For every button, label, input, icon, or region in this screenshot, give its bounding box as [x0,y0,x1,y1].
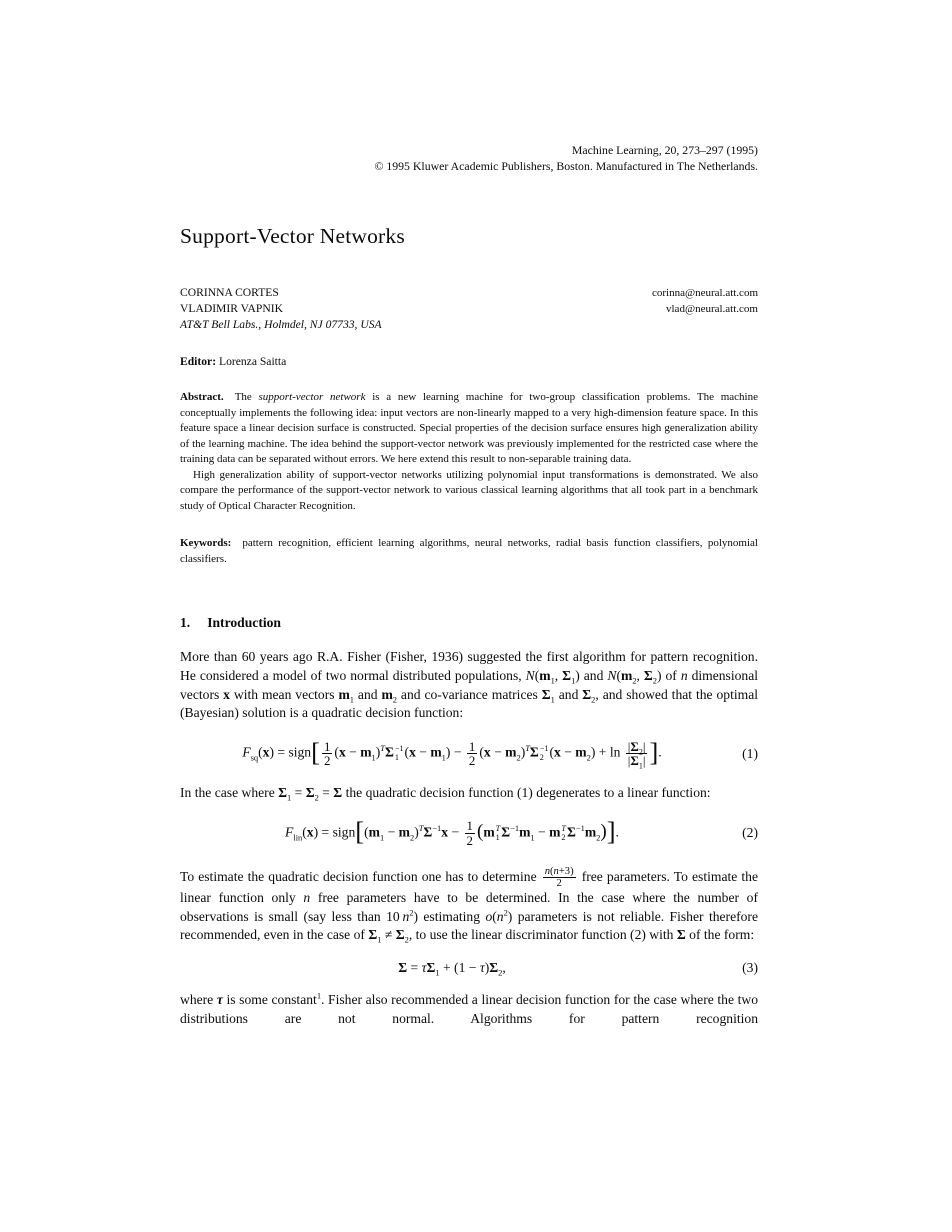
editor-label: Editor: [180,355,217,369]
page-content [180,143,758,1029]
equation-3-body: $\Sigma = \tau\Sigma_1 + (1 - \tau)\Sigma_2$, [398,960,506,978]
keywords-line: Keywords: pattern recognition, efficient learning algorithms, neural networks, radial basis function classifiers, polynomial classifiers. [180,537,758,565]
copyright-line: © 1995 Kluwer Academic Publishers, Boston. Manufactured in The Netherlands. [374,158,758,173]
authors-block [180,285,758,332]
section-number: 1. [180,615,191,631]
affiliation: AT&T Bell Labs., Holmdel, NJ 07733, USA [180,317,382,331]
section-heading-introduction [180,615,758,631]
abstract-block [180,390,758,514]
intro-paragraph-2: In the case where $\Sigma_1 = \Sigma_2 = \Sigma$ the quadratic decision function (1) degenerates to a linear function: [180,785,711,803]
journal-header [180,143,758,174]
author-row [180,301,758,317]
author-email: vlad@neural.att.com [666,303,758,316]
equation-1-number: (1) [742,745,758,761]
intro-paragraph-3: To estimate the quadratic decision function one has to determine $\frac{n(n+3)}{2}$ free parameters. To estimate the linear function only n free parameters have to be determined. In the case where the number of observations is small (say less than 10 $n^2$) estimating $o(n^2)$ parameters is not reliable. Fisher therefore recommended, even in the case of $\Sigma_1 \ne \Sigma_2$, to use the linear discriminator function (2) with Σ of the form: [180,865,758,946]
author-name: CORINNA CORTES [180,286,279,300]
journal-citation: Machine Learning, 20, 273–297 (1995) [571,143,758,157]
equation-1 [180,738,758,769]
equation-2-body: $F_{lin}(x)$ = $sign[(m_1 - m_2)^T\Sigma^{-1}x$ − $\frac{1}{2}$ (m T 1 $\Sigma^{-1}m_1 - m$ T 2 $\Sigma^{-1}m_2$)]. [285,816,619,848]
abstract-paragraph-2: High generalization ability of support-vector networks utilizing polynomial input transformations is demonstrated. We also compare the performance of the support-vector network to various classical learning algorithms that all took part in a benchmark study of Optical Character Recognition. [180,468,758,512]
author-row [180,285,758,301]
paper-title: Support-Vector Networks [180,224,405,249]
equation-2-number: (2) [742,825,758,841]
editor-name: Lorenza Saitta [218,355,287,369]
equation-3-number: (3) [742,960,758,976]
author-name: VLADIMIR VAPNIK [180,302,283,316]
editor-line [180,355,758,368]
section-title: Introduction [207,615,281,631]
equation-3 [180,960,758,976]
equation-2 [180,818,758,849]
equation-1-body: $F_{sq}(x)$ = sign[ $\frac{1}{2}$ $(x - m_1)^T\Sigma$ −1 1 $(x - m_1)$ − $\frac{1}{2}$ $(x - m_2)^T\Sigma$ −1 2 $(x - m_2) + \ln$ $\frac{|\Sigma_2|}{|\Sigma_1|}$ ]. [242,736,662,771]
abstract-paragraph-1: Abstract. The support-vector network is a new learning machine for two-group classification problems. The machine conceptually implements the following idea: input vectors are non-linearly mapped to a very high-dimension feature space. In this feature space a linear decision surface is constructed. Special properties of the decision surface ensures high generalization ability of the learning machine. The idea behind the support-vector network was previously implemented for the restricted case where the training data can be separated without errors. We here extend this result to non-separable training data. [180,391,758,466]
author-email: corinna@neural.att.com [651,287,758,300]
intro-paragraph-4: where τ is some constant$^1$. Fisher also recommended a linear decision function for the case where the two distributions are not normal. Algorithms for pattern recognition [180,990,759,1026]
intro-paragraph-1: More than 60 years ago R.A. Fisher (Fisher, 1936) suggested the first algorithm for pattern recognition. He considered a model of two normal distributed populations, $N(m_1$, $\Sigma_1$) and $N(m_2$, $\Sigma_2$) of n dimensional vectors x with mean vectors $m_1$ and $m_2$ and co-variance matrices $\Sigma_1$ and $\Sigma_2$, and showed that the optimal (Bayesian) solution is a quadratic decision function: [180,649,759,721]
